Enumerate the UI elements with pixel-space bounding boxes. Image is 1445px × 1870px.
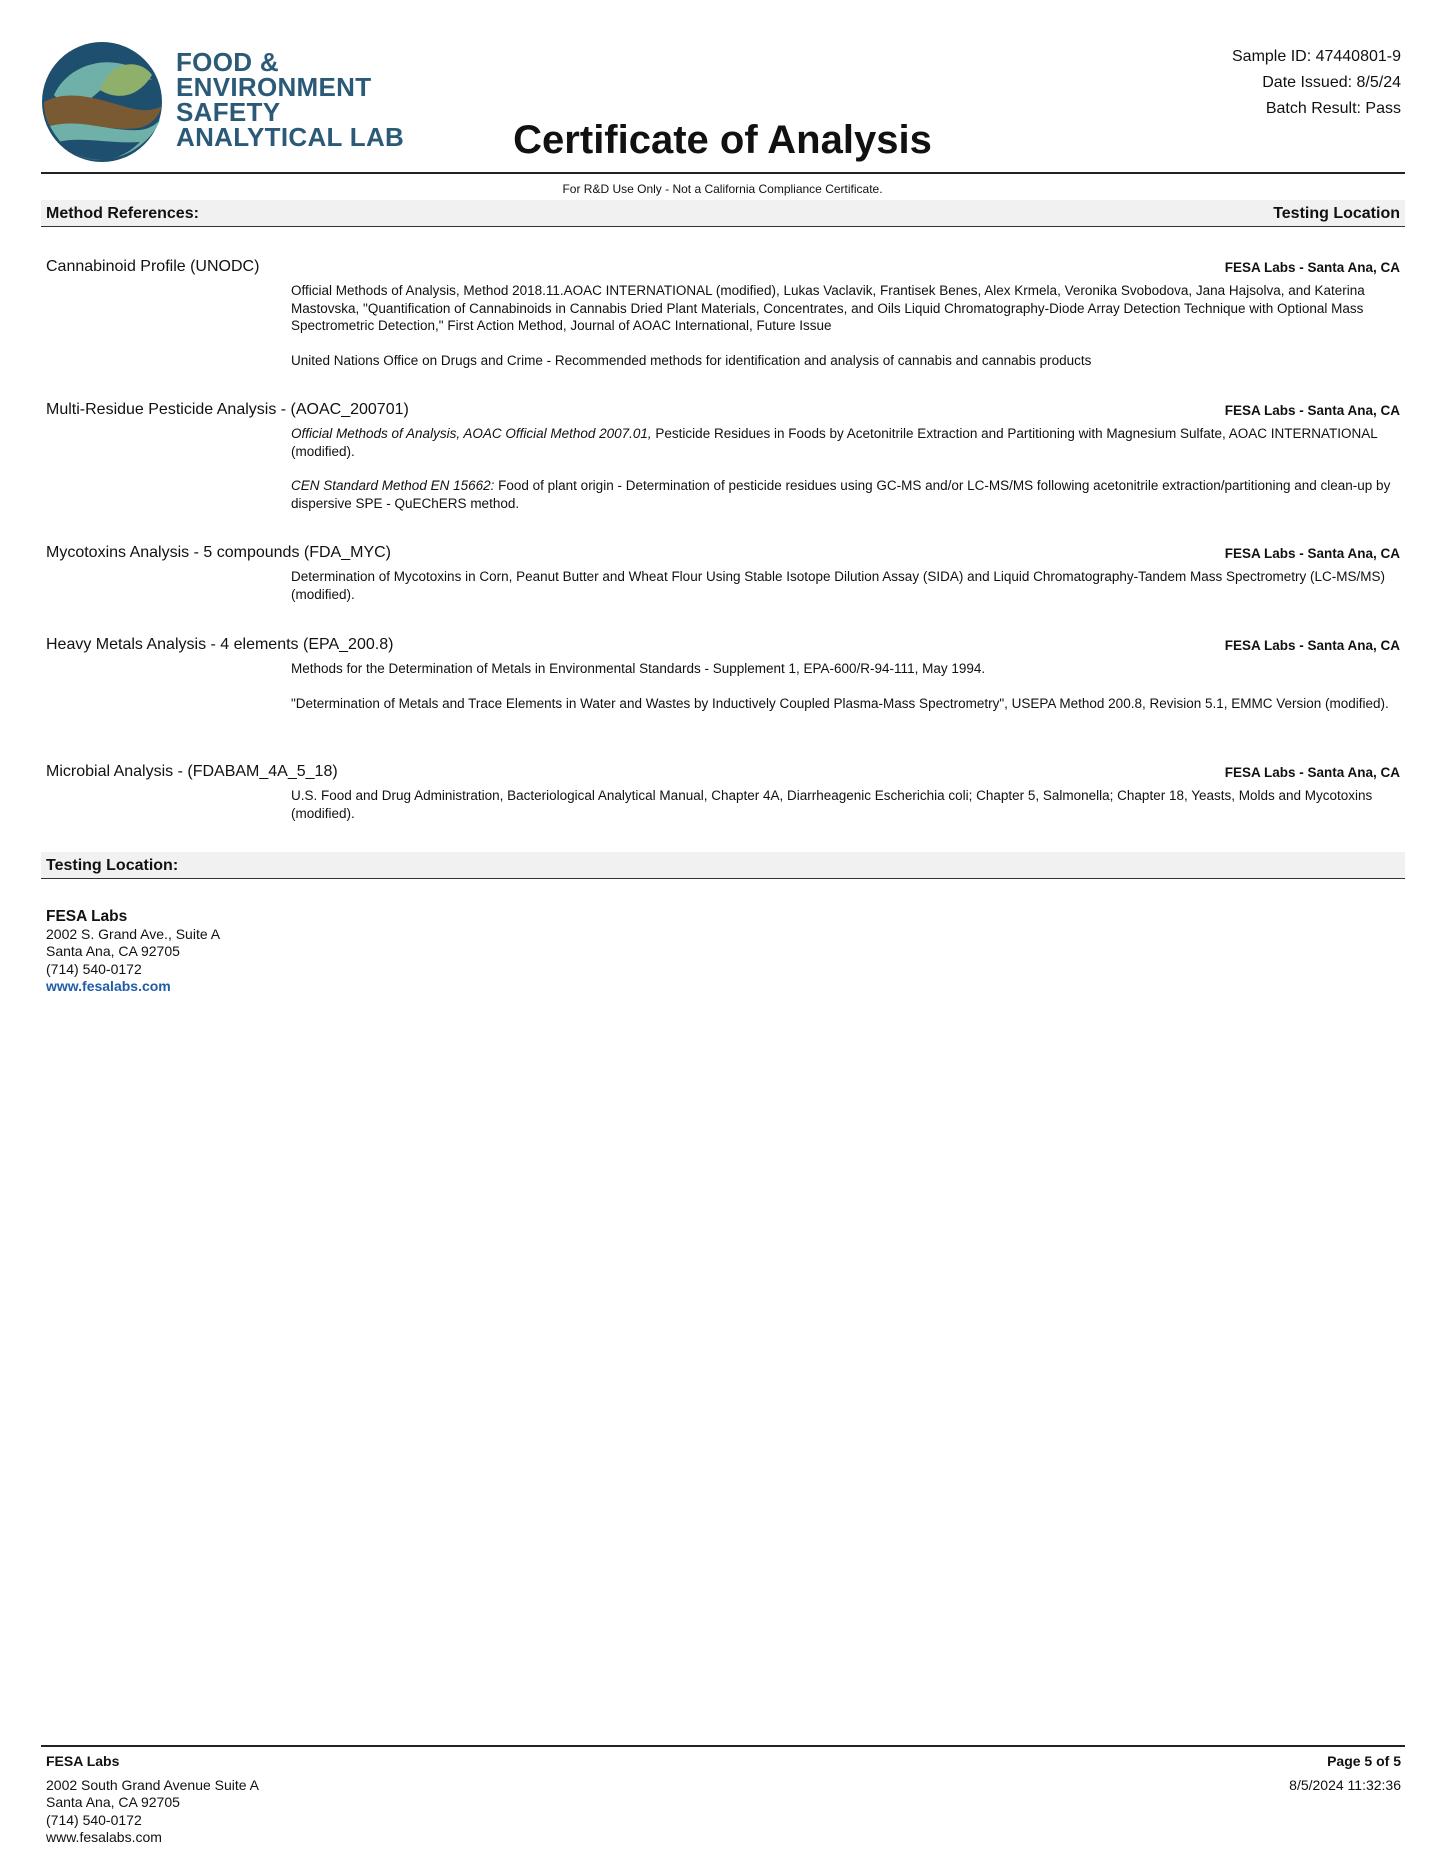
method-location: FESA Labs - Santa Ana, CA <box>1224 403 1400 418</box>
lab-address-line: Santa Ana, CA 92705 <box>46 943 180 959</box>
footer-lab-info <box>46 1753 259 1847</box>
lab-address-line: 2002 S. Grand Ave., Suite A <box>46 925 221 942</box>
logo-line: FOOD & <box>176 47 279 77</box>
logo-line: ANALYTICAL LAB <box>176 122 405 152</box>
footer-address-line: Santa Ana, CA 92705 <box>46 1794 180 1810</box>
testing-lab-address <box>46 908 220 996</box>
method-reference-text: Methods for the Determination of Metals in Environmental Standards - Supplement 1, EPA-600/R-94-111, May 1994. <box>291 661 986 676</box>
logo-line: SAFETY <box>176 97 281 127</box>
method-description <box>291 282 1401 386</box>
footer-page-info <box>1289 1753 1401 1794</box>
method-description <box>291 660 1401 729</box>
batch-result: Batch Result: Pass <box>1265 100 1401 117</box>
footer-address-line: 2002 South Grand Avenue Suite A <box>46 1776 260 1793</box>
method-description <box>291 425 1401 529</box>
header-divider <box>41 172 1405 174</box>
method-name: Heavy Metals Analysis - 4 elements (EPA_200.8) <box>46 636 394 653</box>
method-name: Multi-Residue Pesticide Analysis - (AOAC_200701) <box>46 401 409 418</box>
method-name: Cannabinoid Profile (UNODC) <box>46 258 260 275</box>
compliance-notice: For R&D Use Only - Not a California Compliance Certificate. <box>562 182 883 196</box>
method-reference-text: Determination of Mycotoxins in Corn, Peanut Butter and Wheat Flour Using Stable Isotope Dilution Assay (SIDA) and Liquid Chromatography-Tandem Mass Spectrometry (LC-MS/MS) (modified). <box>291 569 1385 602</box>
method-name: Mycotoxins Analysis - 5 compounds (FDA_MYC) <box>46 544 391 561</box>
testing-location-heading: Testing Location: <box>46 857 179 874</box>
lab-name: FESA Labs <box>46 908 128 925</box>
lab-website-link[interactable]: www.fesalabs.com <box>46 978 171 994</box>
method-description <box>291 568 1401 620</box>
method-description <box>291 787 1401 839</box>
method-location: FESA Labs - Santa Ana, CA <box>1224 638 1400 653</box>
testing-location-heading: Testing Location <box>1273 205 1400 222</box>
document-title: Certificate of Analysis <box>513 118 932 162</box>
logo-line: ENVIRONMENT <box>176 72 372 102</box>
method-reference-text: Official Methods of Analysis, AOAC Official Method 2007.01, Pesticide Residues in Foods by Acetonitrile Extraction and Partitioning with Magnesium Sulfate, AOAC INTERNATIONAL (modified). <box>291 426 1378 459</box>
method-reference-text: "Determination of Metals and Trace Elements in Water and Wastes by Inductively Coupled Plasma-Mass Spectrometry", USEPA Method 200.8, Revision 5.1, EMMC Version (modified). <box>291 695 1389 711</box>
print-timestamp: 8/5/2024 11:32:36 <box>1289 1776 1401 1793</box>
footer-divider <box>41 1745 1405 1747</box>
method-location: FESA Labs - Santa Ana, CA <box>1224 765 1400 780</box>
method-location: FESA Labs - Santa Ana, CA <box>1224 546 1400 561</box>
sample-id: Sample ID: 47440801-9 <box>1232 48 1401 65</box>
testing-location-header <box>41 852 1405 879</box>
footer-phone: (714) 540-0172 <box>46 1811 142 1828</box>
lab-phone: (714) 540-0172 <box>46 960 142 977</box>
footer-website: www.fesalabs.com <box>46 1829 162 1845</box>
method-references-heading: Method References: <box>46 205 199 222</box>
method-reference-text: U.S. Food and Drug Administration, Bacteriological Analytical Manual, Chapter 4A, Diarrheagenic Escherichia coli; Chapter 5, Salmonella; Chapter 18, Yeasts, Molds and Mycotoxins (modified). <box>291 788 1373 821</box>
sample-meta <box>1232 44 1401 122</box>
method-name: Microbial Analysis - (FDABAM_4A_5_18) <box>46 763 338 780</box>
method-location: FESA Labs - Santa Ana, CA <box>1224 260 1400 275</box>
method-reference-text: United Nations Office on Drugs and Crime - Recommended methods for identification and analysis of cannabis and cannabis products <box>291 352 1092 368</box>
method-reference-text: Official Methods of Analysis, Method 2018.11.AOAC INTERNATIONAL (modified), Lukas Vaclavik, Frantisek Benes, Alex Krmela, Veronika Svobodova, Jana Hajsolva, and Katerina Mastovska, "Quantification of Cannabinoids in Cannabis Dried Plant Materials, Concentrates, and Oils Liquid Chromatography-Diode Array Detection Technique with Optional Mass Spectrometric Detection," First Action Method, Journal of AOAC International, Future Issue <box>291 283 1365 333</box>
page-number: Page 5 of 5 <box>1327 1753 1401 1769</box>
method-references-header <box>41 200 1405 227</box>
method-reference-text: CEN Standard Method EN 15662: Food of plant origin - Determination of pesticide residues using GC-MS and/or LC-MS/MS following acetonitrile extraction/partitioning and clean-up by dispersive SPE - QuEChERS method. <box>291 478 1391 511</box>
date-issued: Date Issued: 8/5/24 <box>1262 74 1401 91</box>
footer-lab-name: FESA Labs <box>46 1753 120 1769</box>
